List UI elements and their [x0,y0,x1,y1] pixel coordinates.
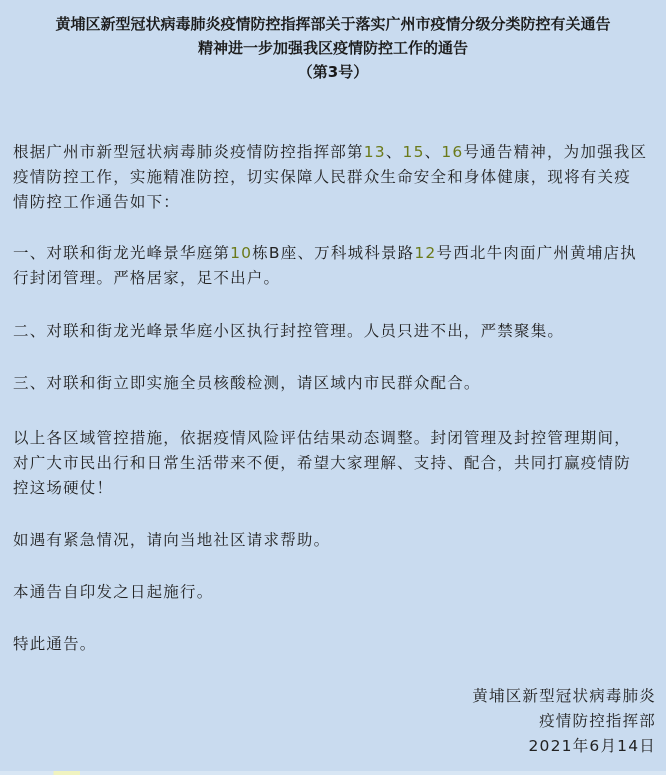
signature-org-line-2: 疫情防控指挥部 [539,712,656,730]
building-number: 10 [230,244,253,262]
notice-ref-15: 15 [402,143,425,161]
intro-text: 根据广州市新型冠状病毒肺炎疫情防控指挥部第 [13,143,364,161]
notice-title [0,12,666,84]
item-1-paragraph [13,241,657,291]
help-paragraph [13,528,657,553]
signature-block [472,684,656,759]
effective-line-1: 本通告自印发之日起施行。 [13,583,214,601]
item-text: 一、对联和街龙光峰景华庭第 [13,244,231,262]
title-line-2: 精神进一步加强我区疫情防控工作的通告 [197,39,468,57]
item-2-paragraph [13,319,657,344]
signature-date: 2021年6月14日 [528,737,656,755]
adjustment-line-2: 对广大市民出行和日常生活带来不便，希望大家理解、支持、配合，共同打赢疫情防 [13,454,631,472]
item-1-line-1 [13,241,657,266]
separator: 、 [424,143,442,161]
item-text: 栋B座、万科城科景路 [252,244,415,262]
item-1-line-2: 行封闭管理。严格居家，足不出户。 [13,269,281,287]
intro-text: 号通告精神，为加强我区 [463,143,648,161]
closing-line-1: 特此通告。 [13,635,97,653]
notice-ref-13: 13 [363,143,386,161]
intro-paragraph [13,140,657,215]
separator: 、 [385,143,403,161]
title-line-1: 黄埔区新型冠状病毒肺炎疫情防控指挥部关于落实广州市疫情分级分类防控有关通告 [55,15,611,33]
adjustment-paragraph [13,426,657,501]
notice-ref-16: 16 [441,143,464,161]
intro-line-1 [13,140,657,165]
street-number: 12 [414,244,437,262]
help-line-1: 如遇有紧急情况，请向当地社区请求帮助。 [13,531,331,549]
intro-line-2: 疫情防控工作，实施精准防控，切实保障人民群众生命安全和身体健康，现将有关疫 [13,168,631,186]
item-text: 号西北牛肉面广州黄埔店执 [436,244,637,262]
effective-paragraph [13,580,657,605]
item-2-line-1: 二、对联和街龙光峰景华庭小区执行封控管理。人员只进不出，严禁聚集。 [13,322,565,340]
notice-number: （第3号） [297,63,369,81]
adjustment-line-1: 以上各区域管控措施，依据疫情风险评估结果动态调整。封闭管理及封控管理期间， [13,429,631,447]
adjustment-line-3: 控这场硬仗！ [13,479,114,497]
bottom-divider [0,771,666,775]
item-3-line-1: 三、对联和街立即实施全员核酸检测，请区域内市民群众配合。 [13,374,481,392]
intro-line-3: 情防控工作通告如下： [13,193,181,211]
closing-paragraph [13,632,657,657]
signature-org-line-1: 黄埔区新型冠状病毒肺炎 [472,687,656,705]
item-3-paragraph [13,371,657,396]
